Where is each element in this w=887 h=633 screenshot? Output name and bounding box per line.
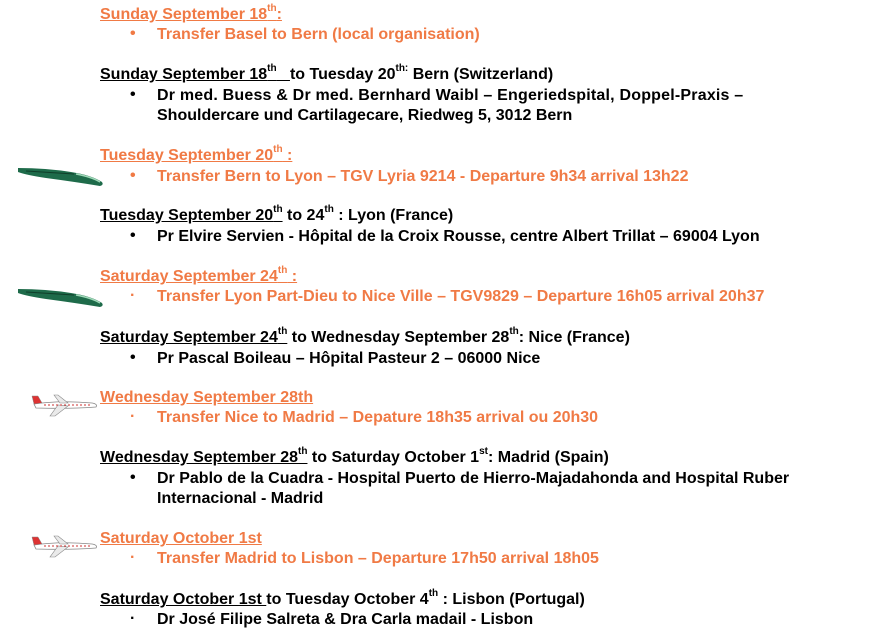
stay-detail-2: Pr Elvire Servien - Hôpital de la Croix Rousse, centre Albert Trillat – 69004 Lyon	[157, 228, 760, 245]
transfer-detail-3: Transfer Lyon Part-Dieu to Nice Ville – TGV9829 – Departure 16h05 arrival 20h37	[157, 288, 765, 305]
transfer-detail-1: Transfer Basel to Bern (local organisation)	[157, 26, 480, 43]
bullet-icon: •	[130, 86, 136, 103]
plane-icon	[30, 533, 100, 559]
stay-heading-3: Saturday September 24th to Wednesday September 28th: Nice (France)	[100, 325, 630, 346]
bullet-icon: ·	[130, 610, 136, 627]
bullet-icon: •	[130, 469, 136, 486]
transfer-heading-3: Saturday September 24th :	[100, 264, 298, 285]
transfer-heading-5: Saturday October 1st	[100, 530, 262, 547]
bullet-icon: •	[130, 167, 136, 184]
transfer-detail-2: Transfer Bern to Lyon – TGV Lyria 9214 - Departure 9h34 arrival 13h22	[157, 168, 689, 185]
stay-detail-5: Dr José Filipe Salreta & Dra Carla madail - Lisbon	[157, 611, 534, 628]
bullet-icon: •	[130, 25, 136, 42]
stay-detail-4-line-2: Internacional - Madrid	[157, 490, 324, 507]
bullet-icon: •	[130, 227, 136, 244]
train-icon	[16, 281, 106, 311]
bullet-icon: ·	[130, 287, 136, 304]
stay-heading-1: Sunday September 18th to Tuesday $20^{th:}$ Bern (Switzerland)	[100, 62, 554, 83]
stay-heading-4: Wednesday September 28th to Saturday October 1st: Madrid (Spain)	[100, 445, 609, 466]
stay-detail-1-line-1: Dr med. Buess & Dr med. Bernhard Waibl – Engeriedspital, Doppel-Praxis –	[157, 87, 744, 104]
transfer-heading-2: Tuesday September 20th :	[100, 143, 293, 164]
plane-icon	[30, 392, 100, 418]
stay-heading-5: Saturday October 1st to Tuesday October 4th : Lisbon (Portugal)	[100, 587, 585, 608]
stay-detail-1-line-2: Shouldercare und Cartilagecare, Riedweg 5, 3012 Bern	[157, 107, 573, 124]
bullet-icon: •	[130, 349, 136, 366]
transfer-heading-4: Wednesday September 28th	[100, 389, 314, 406]
stay-detail-3: Pr Pascal Boileau – Hôpital Pasteur 2 – 06000 Nice	[157, 350, 541, 367]
bullet-icon: ·	[130, 408, 136, 425]
transfer-detail-5: Transfer Madrid to Lisbon – Departure 17h50 arrival 18h05	[157, 550, 599, 567]
transfer-detail-4: Transfer Nice to Madrid – Depature 18h35 arrival ou 20h30	[157, 409, 599, 426]
stay-detail-4-line-1: Dr Pablo de la Cuadra - Hospital Puerto de Hierro-Majadahonda and Hospital Ruber	[157, 470, 790, 487]
bullet-icon: ·	[130, 549, 136, 566]
transfer-heading-1: Sunday September 18th:	[100, 2, 282, 23]
stay-heading-2: Tuesday September 20th to 24th : Lyon (France)	[100, 203, 454, 224]
train-icon	[16, 160, 106, 190]
